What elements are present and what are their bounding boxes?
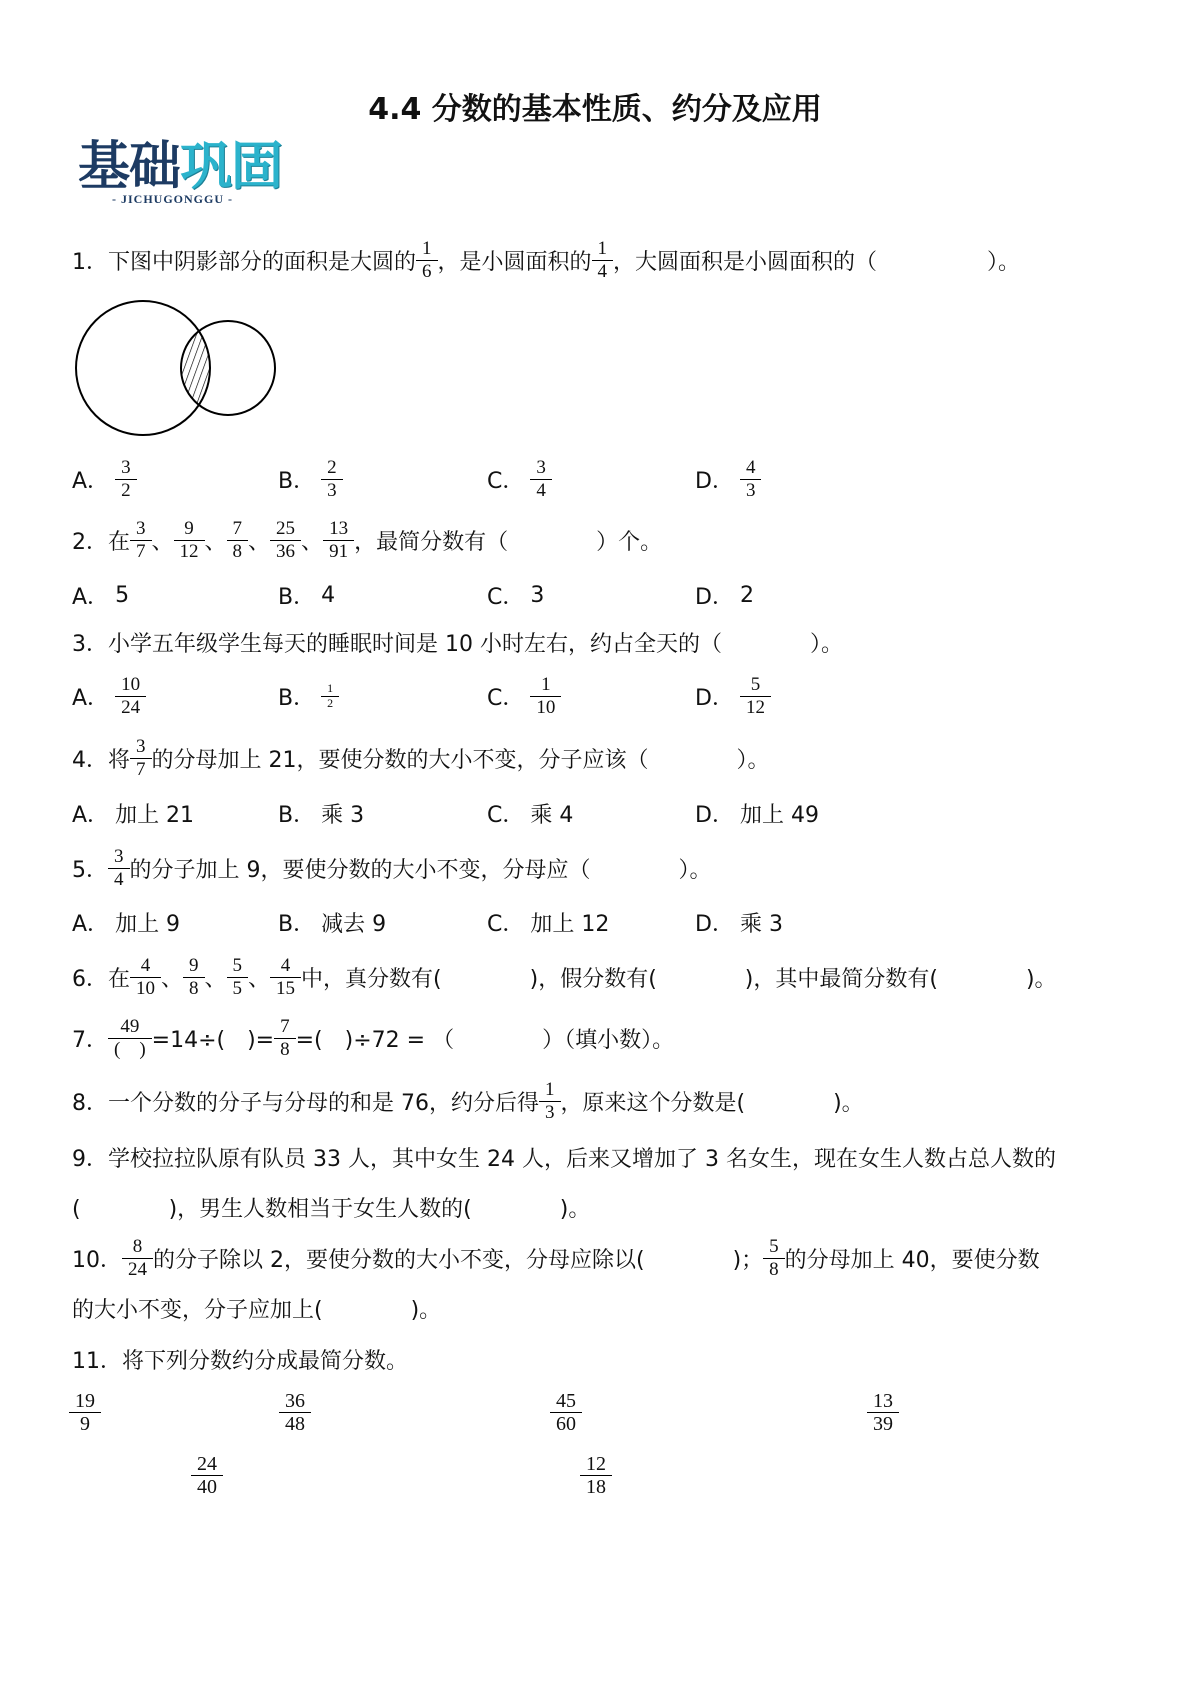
fraction xyxy=(118,674,143,718)
option-label: B． xyxy=(278,584,316,610)
answer-option xyxy=(695,454,761,504)
option-label: A． xyxy=(72,468,110,494)
fraction-numerator: 5 xyxy=(232,955,243,977)
question-text: 10． xyxy=(72,1247,122,1273)
logo-text-part2: 巩固 xyxy=(180,137,283,197)
question-text: ( )，男生人数相当于女生人数的( )。 xyxy=(72,1196,591,1222)
option-label: B． xyxy=(278,802,316,828)
fraction xyxy=(324,682,336,710)
question-text: 、 xyxy=(248,529,271,555)
section-logo xyxy=(78,138,298,207)
answer-option xyxy=(695,570,754,620)
fraction-denominator: 39 xyxy=(867,1412,899,1435)
option-label: B． xyxy=(278,468,316,494)
fraction-denominator: 3 xyxy=(539,1101,561,1123)
exercise-fraction xyxy=(194,1453,220,1499)
question-text: 的分子加上 9，要使分数的大小不变，分母应（ ）。 xyxy=(129,857,712,883)
question-2 xyxy=(72,515,1162,565)
fraction-numerator: 2 xyxy=(327,457,337,479)
fraction xyxy=(273,955,298,999)
fraction-numerator: 9 xyxy=(189,955,199,977)
fraction-denominator: 9 xyxy=(69,1412,101,1435)
question-text: 4．将 xyxy=(72,747,130,773)
venn-diagram xyxy=(70,295,290,445)
fraction xyxy=(277,1016,293,1060)
answer-option xyxy=(487,454,552,504)
question-line xyxy=(72,843,1162,893)
option-label: D． xyxy=(695,802,734,828)
option-text: 5 xyxy=(115,582,130,608)
fraction-denominator: 12 xyxy=(174,540,205,562)
option-label: D． xyxy=(695,685,734,711)
answer-option xyxy=(72,570,129,620)
option-label: A． xyxy=(72,584,110,610)
fraction-numerator: 12 xyxy=(586,1453,606,1475)
fraction-denominator: 8 xyxy=(183,977,205,999)
fraction-numerator: 9 xyxy=(184,518,194,540)
question-4 xyxy=(72,733,1162,783)
answer-option xyxy=(72,788,194,838)
option-text: 加上 21 xyxy=(115,802,195,828)
question-text: 的分子除以 2，要使分数的大小不变，分母应除以( )； xyxy=(153,1247,764,1273)
option-label: C． xyxy=(487,802,525,828)
fraction-numerator: 7 xyxy=(232,518,243,540)
answer-option xyxy=(487,671,561,721)
fraction xyxy=(230,955,246,999)
fraction-numerator: 5 xyxy=(769,1236,779,1258)
question-5-options xyxy=(0,897,1190,947)
fraction-numerator: 36 xyxy=(285,1390,305,1412)
fraction-denominator: 2 xyxy=(115,479,137,501)
fraction-numerator: 3 xyxy=(121,457,131,479)
fraction-numerator: 5 xyxy=(750,674,761,696)
question-text: 7． xyxy=(72,1027,108,1053)
answer-option xyxy=(72,671,146,721)
option-label: D． xyxy=(695,468,734,494)
page-title: 4.4 分数的基本性质、约分及应用 xyxy=(368,92,822,127)
fraction-denominator: 60 xyxy=(550,1412,582,1435)
fraction xyxy=(595,238,611,282)
fraction-denominator: 4 xyxy=(108,868,130,890)
exercise-fraction xyxy=(72,1390,98,1436)
fraction-numerator: 25 xyxy=(276,518,296,540)
answer-option xyxy=(487,570,544,620)
fraction xyxy=(533,457,549,501)
fraction xyxy=(186,955,202,999)
question-7 xyxy=(72,1013,1162,1063)
option-text: 加上 12 xyxy=(530,911,610,937)
fraction-numerator: 13 xyxy=(873,1390,893,1412)
fraction xyxy=(133,736,149,780)
option-label: C． xyxy=(487,911,525,937)
fraction xyxy=(542,1079,558,1123)
question-line xyxy=(72,617,1162,667)
fraction-denominator: ( ) xyxy=(108,1038,152,1060)
option-label: C． xyxy=(487,584,525,610)
question-text: 1．下图中阴影部分的面积是大圆的 xyxy=(72,249,416,275)
answer-option xyxy=(695,897,783,947)
fraction xyxy=(743,457,759,501)
option-text: 乘 3 xyxy=(321,802,365,828)
fraction-numerator: 10 xyxy=(121,674,141,696)
fraction-denominator: 7 xyxy=(130,758,152,780)
question-text: 的分母加上 40，要使分数 xyxy=(784,1247,1040,1273)
question-text: 、 xyxy=(204,966,227,992)
fraction xyxy=(230,518,246,562)
question-line xyxy=(72,1076,1162,1126)
fraction-numerator: 4 xyxy=(745,457,756,479)
fraction xyxy=(326,518,351,562)
fraction-numerator: 1 xyxy=(541,674,551,696)
fraction-numerator: 1 xyxy=(327,681,334,696)
option-text: 减去 9 xyxy=(321,911,387,937)
question-text: =14÷( )= xyxy=(151,1027,275,1053)
answer-option xyxy=(695,788,819,838)
fraction-denominator: 3 xyxy=(321,479,343,501)
fraction-numerator: 4 xyxy=(280,955,291,977)
question-line xyxy=(72,1132,1162,1182)
fraction-denominator: 24 xyxy=(122,1258,153,1280)
option-text: 加上 9 xyxy=(115,911,181,937)
question-text: 3．小学五年级学生每天的睡眠时间是 10 小时左右，约占全天的（ ）。 xyxy=(72,631,843,657)
option-label: A． xyxy=(72,685,110,711)
question-line xyxy=(72,1013,1162,1063)
fraction-denominator: 8 xyxy=(227,540,249,562)
option-text: 3 xyxy=(530,582,545,608)
answer-option xyxy=(72,454,137,504)
question-line xyxy=(72,952,1162,1002)
question-8 xyxy=(72,1076,1162,1126)
question-text: （ ）（填小数）。 xyxy=(432,1027,675,1053)
question-6 xyxy=(72,952,1162,1002)
exercise-fraction xyxy=(583,1453,609,1499)
fraction-denominator: 4 xyxy=(530,479,552,501)
fraction-denominator: 91 xyxy=(323,540,354,562)
fraction xyxy=(118,457,134,501)
question-text: 的大小不变，分子应加上( )。 xyxy=(72,1297,442,1323)
fraction xyxy=(111,846,127,890)
fraction-numerator: 8 xyxy=(132,1236,143,1258)
question-text: 6．在 xyxy=(72,966,130,992)
fraction xyxy=(324,457,340,501)
answer-option xyxy=(278,570,335,620)
logo-subtitle: - JICHUGONGGU - xyxy=(112,192,233,206)
question-text: 2．在 xyxy=(72,529,130,555)
question-text: 、 xyxy=(204,529,227,555)
question-text: 、 xyxy=(301,529,324,555)
option-label: B． xyxy=(278,685,316,711)
fraction xyxy=(133,518,149,562)
fraction xyxy=(125,1236,150,1280)
fraction-denominator: 3 xyxy=(740,479,762,501)
answer-option xyxy=(278,788,364,838)
option-label: D． xyxy=(695,911,734,937)
fraction-numerator: 1 xyxy=(545,1079,555,1101)
question-9 xyxy=(72,1132,1162,1232)
fraction-denominator: 36 xyxy=(270,540,301,562)
question-text: ，大圆面积是小圆面积的（ ）。 xyxy=(613,249,1021,275)
question-2-options xyxy=(0,570,1190,620)
fraction-denominator: 8 xyxy=(274,1038,296,1060)
fraction-denominator: 48 xyxy=(279,1412,311,1435)
question-text: ，原来这个分数是( )。 xyxy=(560,1090,864,1116)
option-text: 加上 49 xyxy=(739,802,819,828)
answer-option xyxy=(278,671,339,721)
question-3 xyxy=(72,617,1162,667)
question-1-options xyxy=(0,454,1190,504)
fraction-denominator: 18 xyxy=(580,1475,612,1498)
fraction xyxy=(111,1016,149,1060)
option-label: D． xyxy=(695,584,734,610)
exercise-fraction xyxy=(553,1390,579,1436)
answer-option xyxy=(72,897,180,947)
question-line xyxy=(72,1283,1162,1333)
fraction-numerator: 19 xyxy=(75,1390,95,1412)
question-text: 、 xyxy=(248,966,271,992)
fraction-denominator: 5 xyxy=(227,977,249,999)
fraction-numerator: 1 xyxy=(597,238,608,260)
fraction-denominator: 15 xyxy=(270,977,301,999)
fraction xyxy=(419,238,435,282)
question-text: ，最简分数有（ ）个。 xyxy=(354,529,663,555)
option-label: A． xyxy=(72,802,110,828)
logo-text-part1: 基础 xyxy=(78,137,181,197)
question-line xyxy=(72,515,1162,565)
option-label: A． xyxy=(72,911,110,937)
fraction-denominator: 40 xyxy=(191,1475,223,1498)
question-line xyxy=(72,1334,1162,1384)
exercise-fraction xyxy=(870,1390,896,1436)
question-11 xyxy=(72,1334,1162,1384)
question-line xyxy=(72,1182,1162,1232)
question-text: 5． xyxy=(72,857,108,883)
question-text: 8．一个分数的分子与分母的和是 76，约分后得 xyxy=(72,1090,539,1116)
answer-option xyxy=(278,897,386,947)
fraction-numerator: 13 xyxy=(329,518,349,540)
option-text: 乘 4 xyxy=(530,802,574,828)
fraction-numerator: 24 xyxy=(197,1453,217,1475)
question-text: 9．学校拉拉队原有队员 33 人，其中女生 24 人，后来又增加了 3 名女生，现在女生人数占总人数的 xyxy=(72,1146,1056,1172)
option-label: B． xyxy=(278,911,316,937)
fraction-denominator: 10 xyxy=(530,696,561,718)
question-4-options xyxy=(0,788,1190,838)
question-text: 、 xyxy=(151,529,174,555)
fraction xyxy=(133,955,158,999)
option-text: 乘 3 xyxy=(739,911,783,937)
question-text: =( )÷72 = xyxy=(295,1027,433,1053)
option-label: C． xyxy=(487,468,525,494)
fraction-denominator: 4 xyxy=(592,260,614,282)
fraction-denominator: 2 xyxy=(321,696,339,710)
exercise-fraction xyxy=(282,1390,308,1436)
answer-option xyxy=(487,897,609,947)
fraction-numerator: 3 xyxy=(136,518,146,540)
fraction-numerator: 49 xyxy=(120,1016,140,1038)
fraction xyxy=(177,518,202,562)
question-line xyxy=(72,1233,1162,1283)
question-line xyxy=(72,733,1162,783)
fraction xyxy=(766,1236,782,1280)
question-3-options xyxy=(0,671,1190,721)
answer-option xyxy=(487,788,573,838)
fraction-numerator: 1 xyxy=(422,238,432,260)
fraction xyxy=(533,674,558,718)
option-label: C． xyxy=(487,685,525,711)
question-line xyxy=(72,235,1162,285)
fraction xyxy=(273,518,298,562)
question-text: ，是小圆面积的 xyxy=(437,249,592,275)
fraction-numerator: 45 xyxy=(556,1390,576,1412)
answer-option xyxy=(695,671,771,721)
question-text: 中，真分数有( )，假分数有( )，其中最简分数有( )。 xyxy=(301,966,1057,992)
fraction-denominator: 7 xyxy=(130,540,152,562)
question-text: 的分母加上 21，要使分数的大小不变，分子应该（ ）。 xyxy=(151,747,770,773)
fraction-numerator: 7 xyxy=(280,1016,290,1038)
question-5 xyxy=(72,843,1162,893)
question-text: 、 xyxy=(161,966,184,992)
fraction-denominator: 10 xyxy=(130,977,161,999)
option-text: 4 xyxy=(321,582,336,608)
fraction-denominator: 24 xyxy=(115,696,146,718)
option-text: 2 xyxy=(739,582,754,608)
fraction-numerator: 3 xyxy=(114,846,124,868)
fraction-denominator: 8 xyxy=(763,1258,785,1280)
fraction-denominator: 6 xyxy=(416,260,438,282)
fraction xyxy=(743,674,768,718)
answer-option xyxy=(278,454,343,504)
fraction-denominator: 12 xyxy=(740,696,771,718)
fraction-numerator: 4 xyxy=(140,955,151,977)
question-text: 11．将下列分数约分成最简分数。 xyxy=(72,1348,408,1374)
logo-wordmark xyxy=(78,138,298,196)
question-10 xyxy=(72,1233,1162,1333)
question-1 xyxy=(72,235,1162,285)
fraction-numerator: 3 xyxy=(136,736,146,758)
fraction-numerator: 3 xyxy=(536,457,546,479)
